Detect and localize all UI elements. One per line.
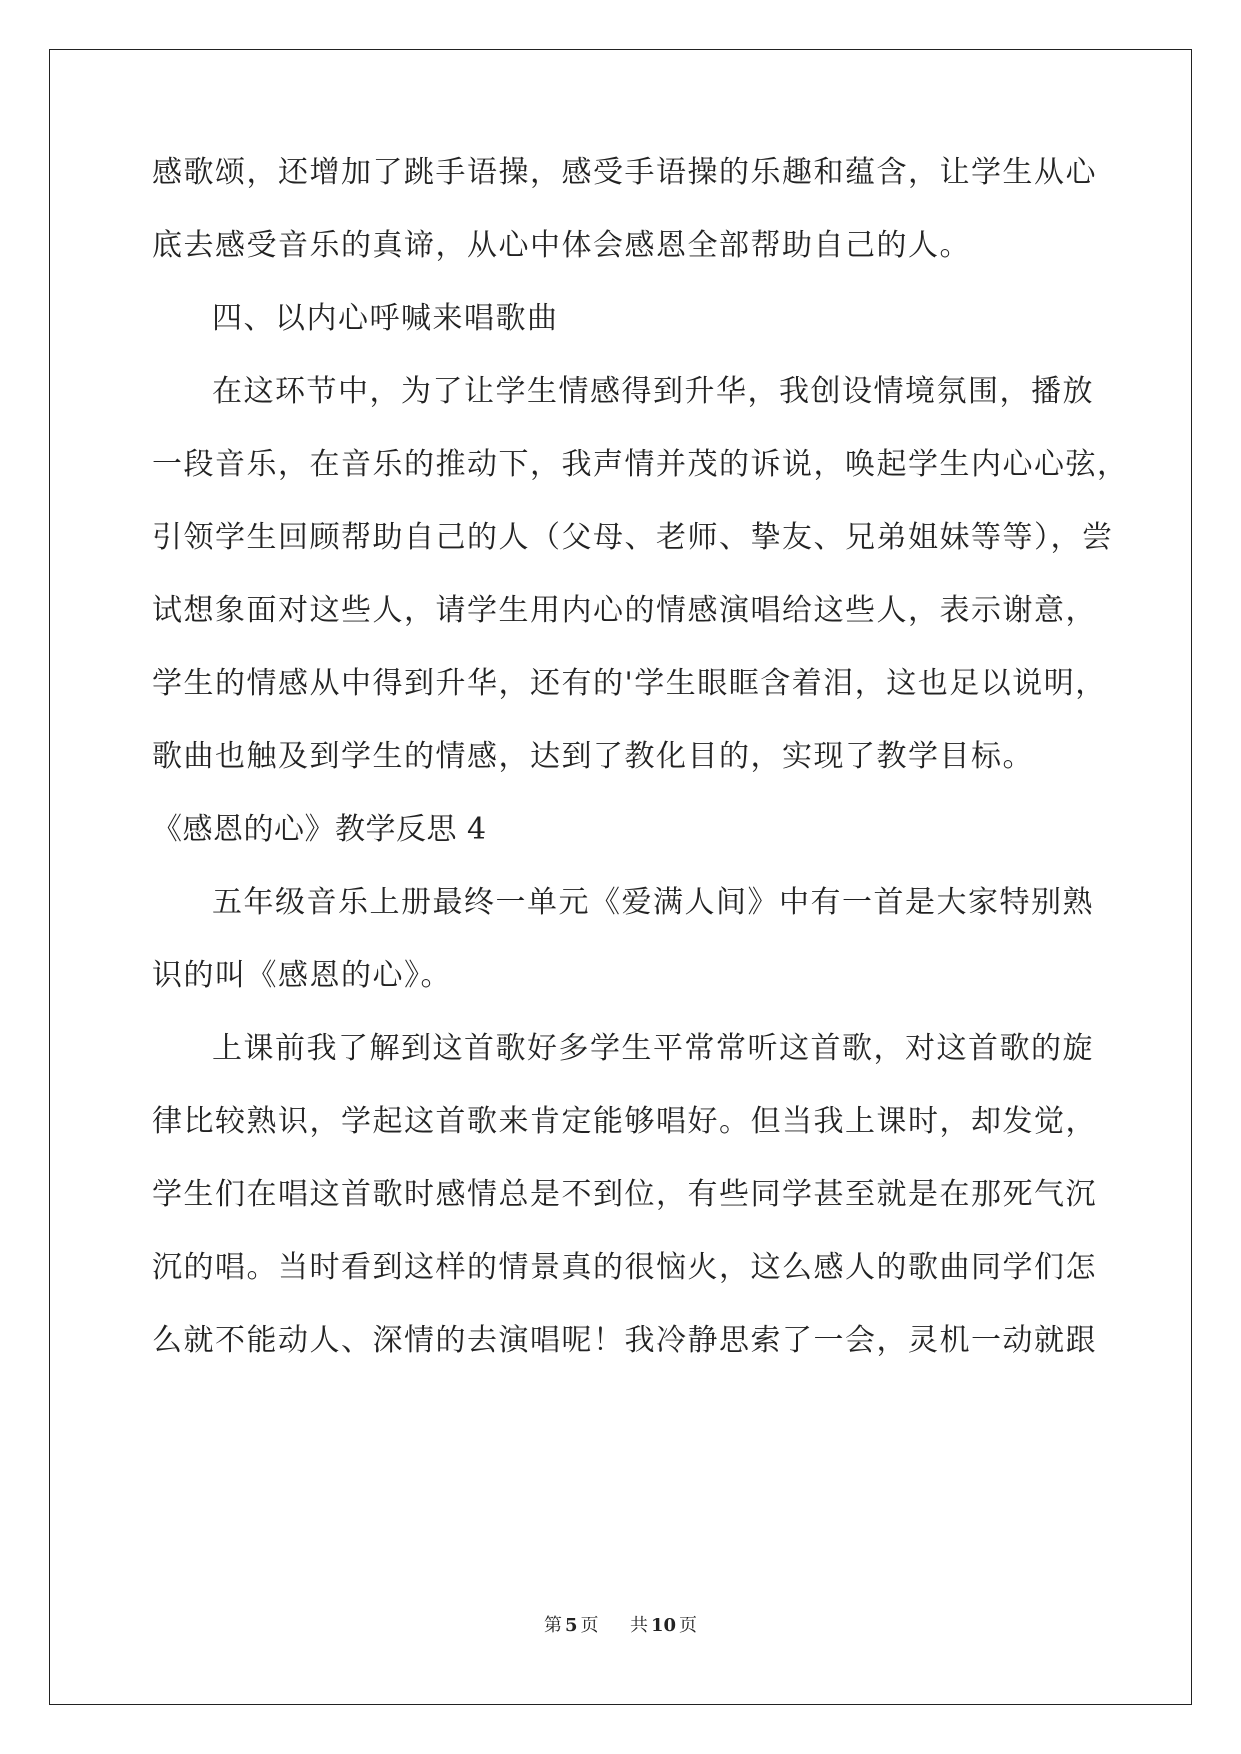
body-text-line: 识的叫《感恩的心》。: [152, 958, 452, 993]
body-text-line: 五年级音乐上册最终一单元《爱满人间》中有一首是大家特别熟: [212, 885, 1094, 920]
page-border: [49, 49, 1192, 1705]
body-text-line: 在这环节中，为了让学生情感得到升华，我创设情境氛围，播放: [212, 374, 1094, 409]
page-label-suffix: 页: [580, 1615, 599, 1636]
article-title: 《感恩的心》教学反思 4: [152, 812, 487, 847]
total-label-suffix: 页: [679, 1615, 698, 1636]
body-text-line: 么就不能动人、深情的去演唱呢！我冷静思索了一会，灵机一动就跟: [152, 1323, 1097, 1358]
body-text-line: 引领学生回顾帮助自己的人（父母、老师、挚友、兄弟姐妹等等），尝: [152, 520, 1114, 555]
body-text-line: 学生们在唱这首歌时感情总是不到位，有些同学甚至就是在那死气沉: [152, 1177, 1097, 1212]
body-text-line: 歌曲也触及到学生的情感，达到了教化目的，实现了教学目标。: [152, 739, 1034, 774]
body-text-line: 律比较熟识，学起这首歌来肯定能够唱好。但当我上课时，却发觉，: [152, 1104, 1097, 1139]
body-text-line: 一段音乐，在音乐的推动下，我声情并茂的诉说，唤起学生内心心弦，: [152, 447, 1129, 482]
body-text-line: 底去感受音乐的真谛，从心中体会感恩全部帮助自己的人。: [152, 228, 971, 263]
page-footer: [0, 1614, 1241, 1638]
body-text-line: 试想象面对这些人，请学生用内心的情感演唱给这些人，表示谢意，: [152, 593, 1097, 628]
total-page-number: 10: [650, 1615, 677, 1636]
body-text-line: 感歌颂，还增加了跳手语操，感受手语操的乐趣和蕴含，让学生从心: [152, 155, 1097, 190]
section-heading: 四、以内心呼喊来唱歌曲: [212, 301, 559, 336]
page-label-prefix: 第: [543, 1615, 562, 1636]
current-page-number: 5: [564, 1615, 578, 1636]
body-text-line: 沉的唱。当时看到这样的情景真的很恼火，这么感人的歌曲同学们怎: [152, 1250, 1097, 1285]
body-text-line: 学生的情感从中得到升华，还有的'学生眼眶含着泪，这也足以说明，: [152, 666, 1107, 701]
body-text-line: 上课前我了解到这首歌好多学生平常常听这首歌，对这首歌的旋: [212, 1031, 1094, 1066]
total-label-prefix: 共: [629, 1615, 648, 1636]
